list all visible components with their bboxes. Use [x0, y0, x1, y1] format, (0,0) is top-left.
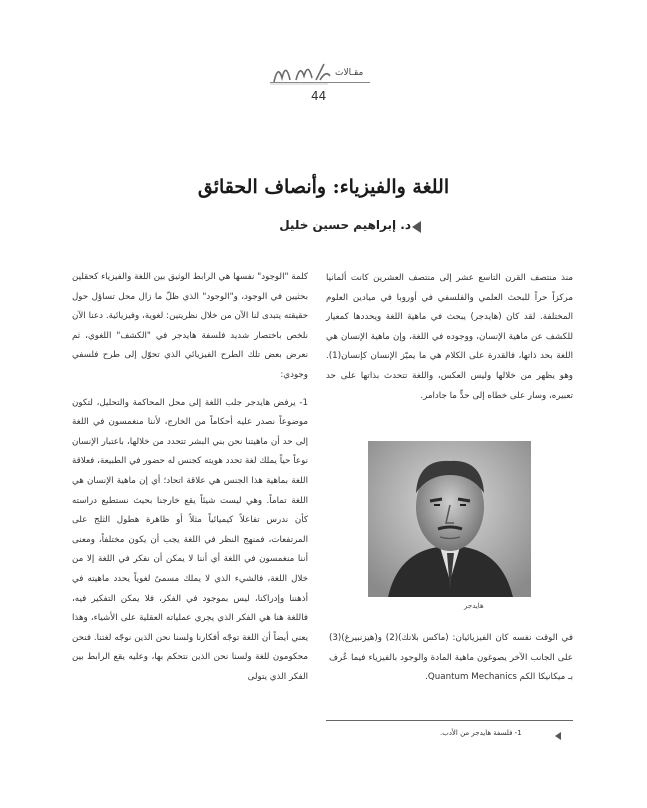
page-header — [0, 58, 647, 108]
left-column — [72, 268, 308, 687]
header-divider — [270, 82, 370, 83]
paragraph: في الوقت نفسه كان الفيزيائيان: (ماكس بلانك)(2) و(هيزنبيرغ)(3) على الجانب الآخر يصوغون ماهية المادة والوجود بالفيزياء فيما عُرف بـ ميكانيكا الكم Quantum Mechanics. — [329, 633, 573, 683]
paragraph: منذ منتصف القرن التاسع عشر إلى منتصف العشرين كانت ألمانيا مركزاً حراً للبحث العلمي والفلسفي في أوروبا في ميادين العلوم المختلفة. لقد كان (هايدجر) يبحث في ماهية اللغة ويحددها كمعيار للكشف عن ماهية الإنسان، ووجوده في اللغة، وإن ماهية الإنسان هي اللغة بحد ذاتها، فالقدرة على الكلام هي ما يميّز الإنسان كإنسان(1). وهو يظهر من خلالها وليس العكس، واللغة تتحدث بذاتها على حد تعبيره، وسار على خطاه إلى حدٍّ ما جادامر. — [326, 273, 573, 401]
paragraph: كلمة "الوجود" نفسها هي الرابط الوثيق بين اللغة والفيزياء كحقلين بحثيين في الوجود، و"الوجود" الذي ظلّ ما زال محل تساؤل حول حقيقته يتبدى لنا الآن من خلال نظريتين: لغوية، وفيزيائية. دعنا الآن نلخص باختصار شديد فلسفة هايدجر في "الكشف" اللغوي، ثم نعرض بعض تلك الطرح الفيزيائي الذي تحوّل إلى طرح فلسفي وجودي: — [72, 272, 308, 380]
magazine-logo — [268, 58, 332, 88]
article-title: اللغة والفيزياء: وأنصاف الحقائق — [197, 176, 450, 198]
page-number: 44 — [311, 89, 327, 103]
heidegger-portrait — [368, 441, 531, 597]
author-marker-icon — [412, 221, 421, 233]
photo-caption: هايدجر — [464, 602, 484, 610]
section-name: مقـالات — [335, 68, 364, 78]
footnote-divider — [326, 720, 573, 721]
article-author: د. إبراهيم حسين خليل — [279, 218, 411, 232]
right-column-lower — [329, 629, 573, 688]
right-column — [326, 269, 573, 406]
paragraph: 1- يرفض هايدجر جلب اللغة إلى محل المحاكمة والتحليل، لتكون موضوعاً نصدر عليه أحكاماً من الخارج، لأننا منغمسون في اللغة إلى حد أن ماهيتنا نحن بني البشر تتحدد من خلالها، باعتبار الإنسان نوعاً حياً يملك لغة تحدد هويته كجنس له حضور في الطبيعة، فعلاقة اللغة بماهية هذا الجنس هي علاقة اتحاد؛ أي إن ماهية الإنسان هي اللغة تماماً. وهي ليست شيئاً يقع خارجنا بحيث نستطيع دراسته كأن ندرس تفاعلاً كيميائياً مثلاً أو ظاهرة هطول الثلج على المرتفعات، فمنهج النظر في اللغة يجب أن يكون مختلفاً، ومعنى أننا منغمسون في اللغة أي أننا لا يمكن أن نفكر في اللغة إلا من خلال اللغة، فالشيء الذي لا يملك مسمىً لغوياً يحدد ماهيته في أذهننا وإدراكنا، ليس بموجود في الفكر، فلا يمكن التفكير فيه، فاللغة هنا هي الفكر الذي يجري عملياته العقلية على الأشياء، وهذا يعني أيضاً أن اللغة توجّه أفكارنا ولسنا نحن الذين نوجّه لغتنا. فنحن محكومون للغة ولسنا نحن الذين نتحكم بها، وعليه يقع الرابط بين الفكر الذي يتولى — [72, 397, 308, 682]
footnote-marker-icon — [555, 732, 561, 740]
footnote: 1- فلسفة هايدجر من الأدب. — [440, 729, 522, 737]
